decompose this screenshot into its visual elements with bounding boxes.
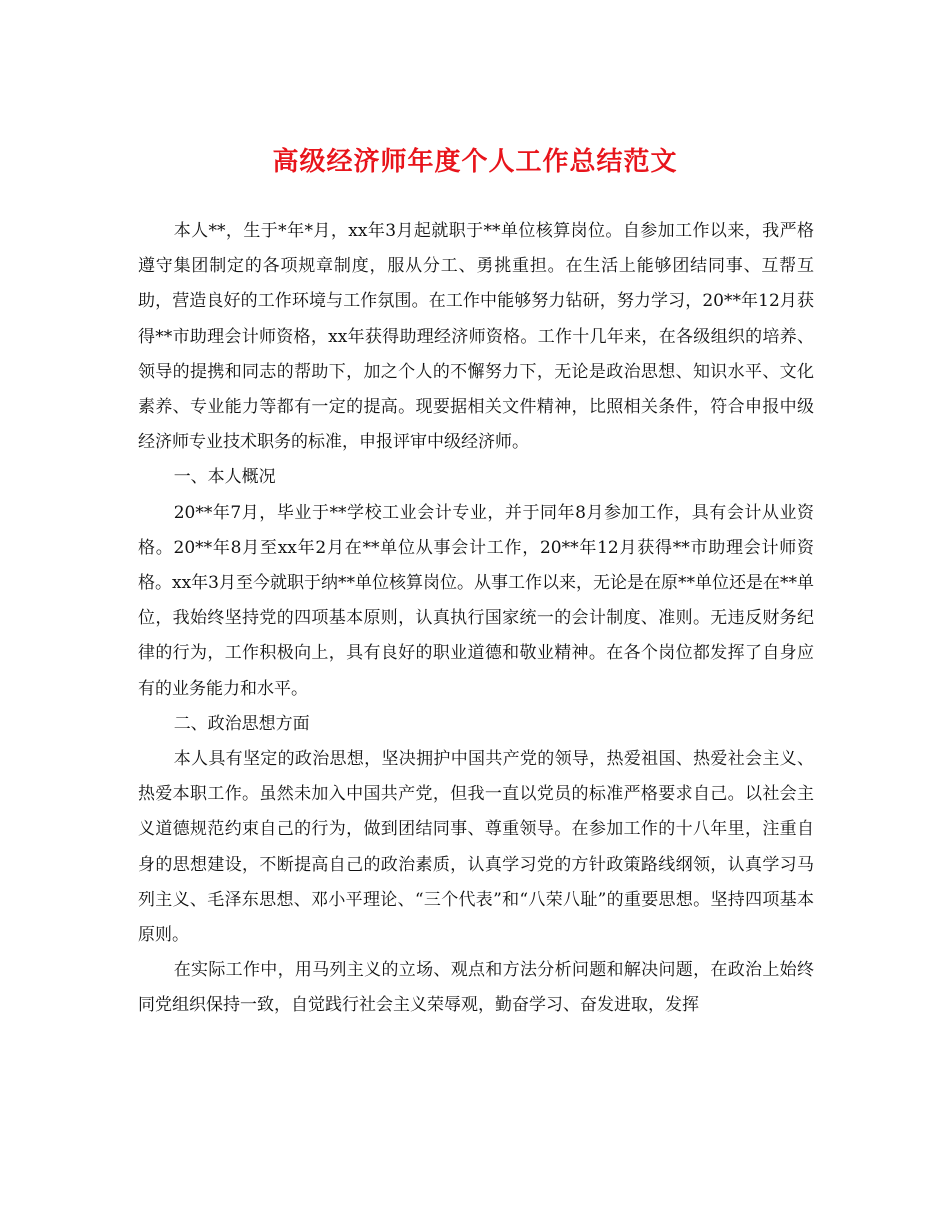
- document-body: [138, 214, 814, 1024]
- paragraph-political: 本人具有坚定的政治思想，坚决拥护中国共产党的领导，热爱祖国、热爱社会主义、热爱本职工作。虽然未加入中国共产党，但我一直以党员的标准严格要求自己。以社会主义道德规范约束自己的行为，做到团结同事、尊重领导。在参加工作的十八年里，注重自身的思想建设，不断提高自己的政治素质，认真学习党的方针政策路线纲领，认真学习马列主义、毛泽东思想、邓小平理论、“三个代表”和“八荣八耻”的重要思想。坚持四项基本原则。: [138, 749, 814, 946]
- document-title: 高级经济师年度个人工作总结范文: [272, 147, 678, 177]
- paragraph-overview: 20**年7月，毕业于**学校工业会计专业，并于同年8月参加工作，具有会计从业资格。20**年8月至xx年2月在**单位从事会计工作，20**年12月获得**市助理会计师资格。xx年3月至今就职于纳**单位核算岗位。从事工作以来，无论是在原**单位还是在**单位，我始终坚持党的四项基本原则，认真执行国家统一的会计制度、准则。无违反财务纪律的行为，工作积极向上，具有良好的职业道德和敬业精神。在各个岗位都发挥了自身应有的业务能力和水平。: [138, 502, 814, 699]
- paragraph-practice: 在实际工作中，用马列主义的立场、观点和方法分析问题和解决问题，在政治上始终同党组织保持一致，自觉践行社会主义荣辱观，勤奋学习、奋发进取，发挥: [138, 960, 814, 1016]
- section-heading-political: 二、政治思想方面: [173, 713, 310, 734]
- section-heading-overview: 一、本人概况: [173, 467, 276, 488]
- paragraph-intro: 本人**，生于*年*月，xx年3月起就职于**单位核算岗位。自参加工作以来，我严格遵守集团制定的各项规章制度，服从分工、勇挑重担。在生活上能够团结同事、互帮互助，营造良好的工作环境与工作氛围。在工作中能够努力钻研，努力学习，20**年12月获得**市助理会计师资格，xx年获得助理经济师资格。工作十几年来，在各级组织的培养、领导的提携和同志的帮助下，加之个人的不懈努力下，无论是政治思想、知识水平、文化素养、专业能力等都有一定的提高。现要据相关文件精神，比照相关条件，符合申报中级经济师专业技术职务的标准，申报评审中级经济师。: [138, 221, 814, 453]
